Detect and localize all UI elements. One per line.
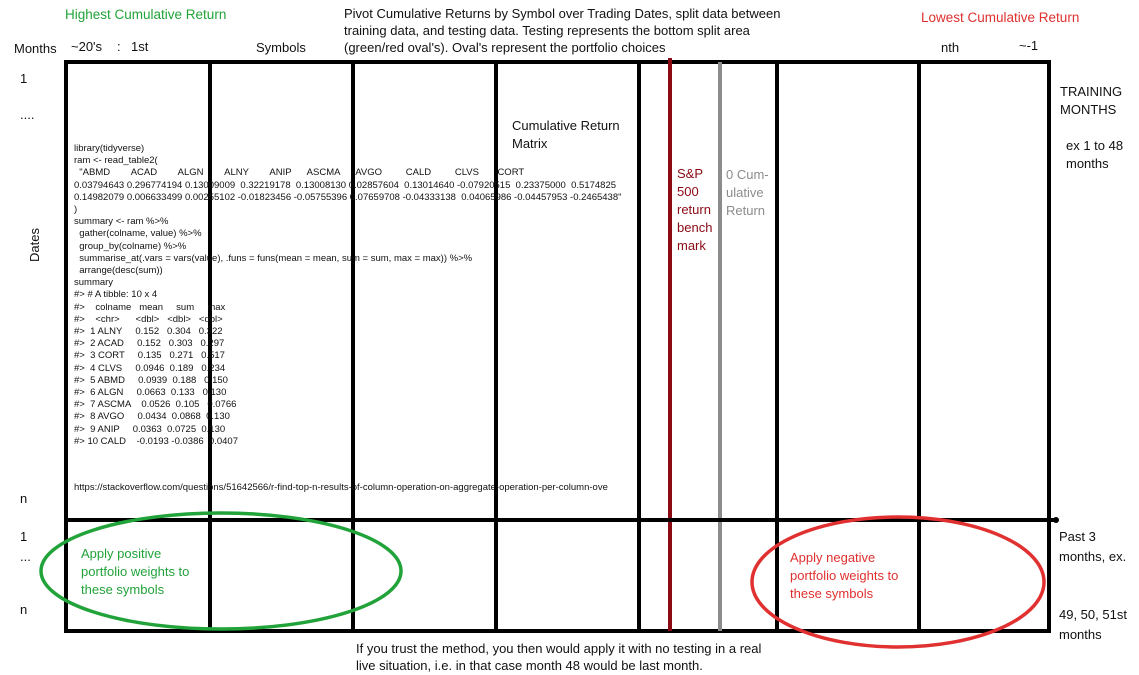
sp500-label-line: 500 <box>677 184 699 199</box>
negative-text-line: Apply negative <box>790 550 876 565</box>
first-column-colon: : <box>117 39 121 54</box>
code-line: #> 10 CALD -0.0193 -0.0386 0.0407 <box>74 435 238 447</box>
code-line: summary <box>74 277 114 289</box>
split-line-end-dot <box>1053 517 1059 523</box>
code-line: ) <box>74 204 78 216</box>
symbols-axis-label: Symbols <box>256 40 306 55</box>
code-line: arrange(desc(sum)) <box>74 265 163 277</box>
training-row-end: n <box>20 491 28 506</box>
first-column-count: ~20's <box>71 39 103 54</box>
sp500-label-line: mark <box>677 238 706 253</box>
code-line: #> <chr> <dbl> <dbl> <dbl> <box>74 313 223 325</box>
last-column-count: ~-1 <box>1019 38 1039 53</box>
positive-text-line: Apply positive <box>81 546 162 561</box>
last-column-rank: nth <box>941 40 960 55</box>
training-example-line: ex 1 to 48 <box>1066 138 1124 153</box>
sp500-label-line: return <box>677 202 711 217</box>
code-line: #> 5 ABMD 0.0939 0.188 0.150 <box>74 374 228 386</box>
description-line: (green/red oval's). Oval's represent the portfolio choices <box>344 40 666 55</box>
sp500-label-line: bench <box>677 220 713 235</box>
code-line: "ABMD ACAD ALGN ALNY ANIP ASCMA AVGO CALD CLVS CORT <box>74 167 525 179</box>
code-line: #> 8 AVGO 0.0434 0.0868 0.130 <box>74 411 230 423</box>
highest-return-label: Highest Cumulative Return <box>65 7 227 22</box>
code-line: #> colname mean sum max <box>74 301 226 313</box>
testing-label-line: months, ex. <box>1059 549 1127 564</box>
code-line: 0.14982079 0.006633499 0.00255102 -0.01823456 -0.05755396 0.07659708 -0.04333138 0.04065986 -0.04457953 -0.2465438" <box>74 191 622 203</box>
training-label-line: MONTHS <box>1060 102 1117 117</box>
sp500-label-line: S&P <box>677 166 704 181</box>
description-line: Pivot Cumulative Returns by Symbol over Trading Dates, split data between <box>344 6 781 21</box>
positive-text-line: these symbols <box>81 582 165 597</box>
negative-text-line: these symbols <box>790 586 874 601</box>
testing-row-dots: ... <box>20 549 31 564</box>
code-line: #> 3 CORT 0.135 0.271 0.517 <box>74 350 225 362</box>
training-example-line: months <box>1066 156 1109 171</box>
testing-label-line: Past 3 <box>1059 529 1096 544</box>
training-label-line: TRAINING <box>1060 84 1123 99</box>
zero-label-line: Return <box>726 203 766 218</box>
code-line: #> 2 ACAD 0.152 0.303 0.297 <box>74 338 225 350</box>
footer-line: If you trust the method, you then would apply it with no testing in a real <box>356 641 762 656</box>
zero-label-line: 0 Cum- <box>726 167 769 182</box>
description-line: training data, and testing data. Testing represents the bottom split area <box>344 23 750 38</box>
code-line: #> # A tibble: 10 x 4 <box>74 289 158 301</box>
code-line: #> 7 ASCMA 0.0526 0.105 0.0766 <box>74 399 237 411</box>
matrix-label-line: Matrix <box>512 136 548 151</box>
training-row-start: 1 <box>20 71 28 86</box>
zero-label-line: ulative <box>726 185 764 200</box>
dates-axis-label: Dates <box>27 228 42 262</box>
positive-text-line: portfolio weights to <box>81 564 190 579</box>
code-line: summarise_at(.vars = vars(value), .funs = funs(mean = mean, sum = sum, max = max)) %>% <box>74 252 473 264</box>
testing-row-end: n <box>20 602 28 617</box>
code-line: #> 4 CLVS 0.0946 0.189 0.234 <box>74 362 226 374</box>
footer-line: live situation, i.e. in that case month 48 would be last month. <box>356 658 703 673</box>
months-axis-label: Months <box>14 41 57 56</box>
lowest-return-label: Lowest Cumulative Return <box>921 10 1080 25</box>
matrix-label-line: Cumulative Return <box>512 118 620 133</box>
code-line: summary <- ram %>% <box>74 216 169 228</box>
negative-text-line: portfolio weights to <box>790 568 899 583</box>
training-row-dots: .... <box>20 107 35 122</box>
code-line: gather(colname, value) %>% <box>74 228 202 240</box>
r-code-snippet <box>74 143 622 448</box>
code-line: #> 9 ANIP 0.0363 0.0725 0.130 <box>74 423 226 435</box>
code-line: ram <- read_table2( <box>74 155 158 167</box>
code-line: group_by(colname) %>% <box>74 240 187 252</box>
first-column-rank: 1st <box>131 39 149 54</box>
testing-row-start: 1 <box>20 529 28 544</box>
testing-example-line: 49, 50, 51st <box>1059 607 1127 622</box>
code-line: 0.03794643 0.296774194 0.13009009 0.32219178 0.13008130 0.02857604 0.13014640 -0.07920515 0.23375000 0.5174825 <box>74 179 617 191</box>
code-line: library(tidyverse) <box>74 143 145 154</box>
source-url: https://stackoverflow.com/questions/51642566/r-find-top-n-results-of-column-operation-on-aggregate-operation-per-column-ove <box>74 482 608 493</box>
code-line: #> 6 ALGN 0.0663 0.133 0.130 <box>74 387 227 399</box>
testing-example-line: months <box>1059 627 1102 642</box>
code-line: #> 1 ALNY 0.152 0.304 0.322 <box>74 326 223 338</box>
